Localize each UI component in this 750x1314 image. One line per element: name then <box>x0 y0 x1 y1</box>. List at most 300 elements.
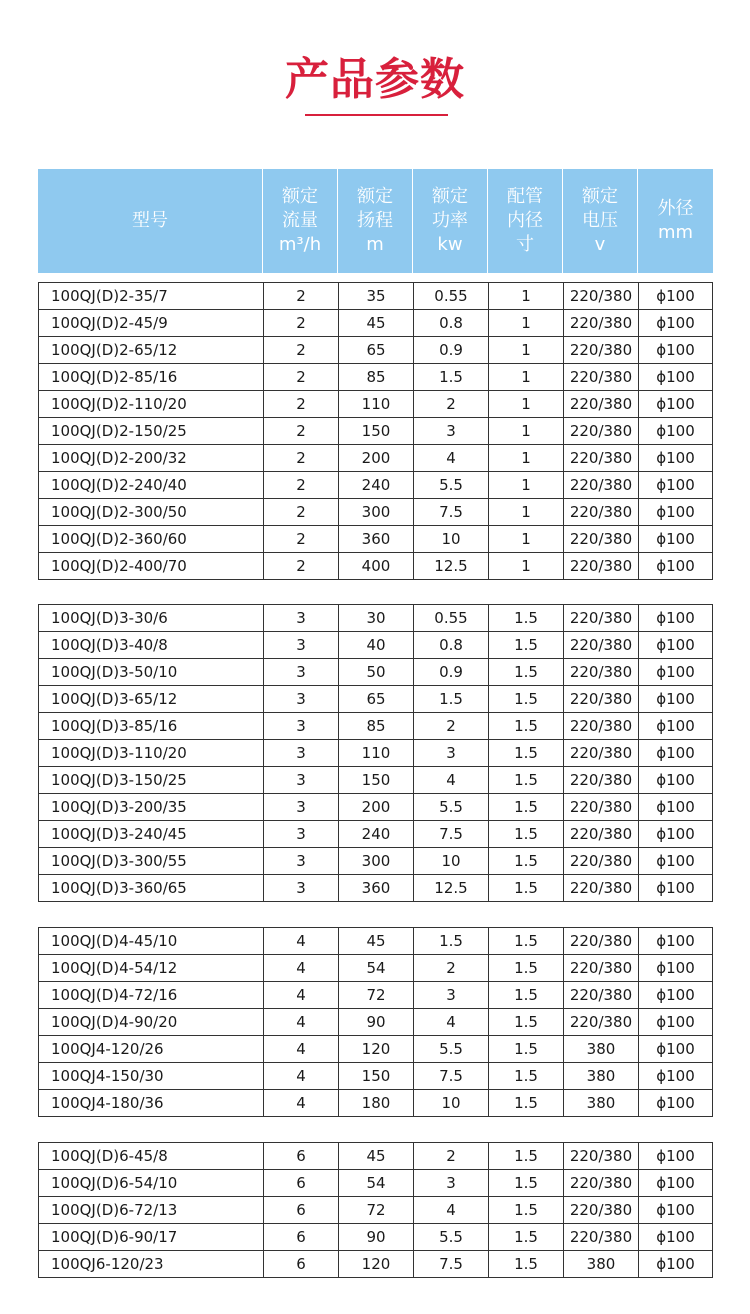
table-cell: 220/380 <box>563 283 638 309</box>
table-cell: 1.5 <box>488 821 563 847</box>
table-cell: 120 <box>338 1036 413 1062</box>
header-cell <box>487 169 562 273</box>
table-cell: 100QJ6-120/23 <box>51 1255 164 1273</box>
table-cell: ϕ100 <box>638 821 712 847</box>
table-cell: ϕ100 <box>638 472 712 498</box>
table-cell: 1 <box>488 337 563 363</box>
table-row <box>39 766 712 793</box>
table-cell: 2 <box>263 391 338 417</box>
table-cell: 220/380 <box>563 1009 638 1035</box>
table-cell: 100QJ(D)2-360/60 <box>51 530 187 548</box>
table-cell: ϕ100 <box>638 445 712 471</box>
table-cell: 0.8 <box>413 310 488 336</box>
table-cell: 100QJ(D)3-110/20 <box>51 744 187 762</box>
table-group-2 <box>38 282 713 580</box>
header-cell <box>262 169 337 273</box>
table-cell: 360 <box>338 875 413 901</box>
table-cell: 100QJ(D)6-90/17 <box>51 1228 178 1246</box>
table-cell: 65 <box>338 686 413 712</box>
table-group-4 <box>38 927 713 1117</box>
table-cell: 1 <box>488 418 563 444</box>
table-cell: 30 <box>338 605 413 631</box>
table-cell: ϕ100 <box>638 659 712 685</box>
table-cell: 3 <box>263 794 338 820</box>
table-cell: 300 <box>338 499 413 525</box>
table-row <box>39 658 712 685</box>
table-cell: 2 <box>413 955 488 981</box>
table-cell: 4 <box>263 1090 338 1116</box>
table-cell: 220/380 <box>563 659 638 685</box>
table-cell: 1.5 <box>488 794 563 820</box>
table-cell: 100QJ(D)3-360/65 <box>51 879 187 897</box>
header-line: m <box>366 234 384 255</box>
table-cell: 1.5 <box>488 928 563 954</box>
table-cell: ϕ100 <box>638 1143 712 1169</box>
table-cell: 220/380 <box>563 955 638 981</box>
header-line: 内径 <box>507 210 543 231</box>
table-cell: 220/380 <box>563 605 638 631</box>
table-cell: 1.5 <box>488 848 563 874</box>
table-cell: 2 <box>413 1143 488 1169</box>
table-cell: 1.5 <box>488 955 563 981</box>
header-cell <box>337 169 412 273</box>
table-cell: 3 <box>263 767 338 793</box>
table-cell: 1.5 <box>488 1170 563 1196</box>
table-cell: 1.5 <box>488 1009 563 1035</box>
table-cell: 220/380 <box>563 1197 638 1223</box>
table-cell: 220/380 <box>563 686 638 712</box>
table-cell: 3 <box>263 632 338 658</box>
table-cell: 300 <box>338 848 413 874</box>
table-row <box>39 390 712 417</box>
table-row <box>39 605 712 631</box>
table-cell: 1 <box>488 472 563 498</box>
table-cell: ϕ100 <box>638 1090 712 1116</box>
table-row <box>39 444 712 471</box>
table-cell: 180 <box>338 1090 413 1116</box>
table-cell: 35 <box>338 283 413 309</box>
header-line: 额定 <box>432 186 468 207</box>
table-cell: ϕ100 <box>638 875 712 901</box>
table-cell: ϕ100 <box>638 1036 712 1062</box>
table-row <box>39 1250 712 1277</box>
table-cell: 65 <box>338 337 413 363</box>
table-cell: 220/380 <box>563 472 638 498</box>
table-cell: ϕ100 <box>638 526 712 552</box>
table-cell: 6 <box>263 1251 338 1277</box>
table-cell: 1 <box>488 526 563 552</box>
table-cell: 100QJ(D)6-72/13 <box>51 1201 178 1219</box>
table-cell: 3 <box>263 659 338 685</box>
table-cell: ϕ100 <box>638 955 712 981</box>
header-cell <box>412 169 487 273</box>
table-cell: 1.5 <box>413 928 488 954</box>
header-line: 电压 <box>582 210 618 231</box>
table-cell: 6 <box>263 1197 338 1223</box>
table-cell: 3 <box>263 875 338 901</box>
table-cell: 240 <box>338 821 413 847</box>
table-cell: 100QJ(D)2-110/20 <box>51 395 187 413</box>
table-cell: 3 <box>263 740 338 766</box>
table-cell: 1.5 <box>488 605 563 631</box>
table-row <box>39 739 712 766</box>
table-cell: 100QJ(D)6-54/10 <box>51 1174 178 1192</box>
table-cell: 2 <box>263 283 338 309</box>
header-line: 外径 <box>657 198 694 219</box>
table-row <box>39 820 712 847</box>
table-cell: 2 <box>413 713 488 739</box>
table-cell: 220/380 <box>563 740 638 766</box>
header-line: 功率 <box>432 210 468 231</box>
table-cell: 220/380 <box>563 499 638 525</box>
table-cell: 220/380 <box>563 632 638 658</box>
table-cell: 220/380 <box>563 364 638 390</box>
header-line: 额定 <box>582 186 618 207</box>
table-row <box>39 1143 712 1169</box>
header-cell <box>38 169 262 273</box>
table-cell: 5.5 <box>413 1036 488 1062</box>
table-cell: 100QJ(D)2-200/32 <box>51 449 187 467</box>
table-cell: 2 <box>413 391 488 417</box>
table-cell: 100QJ(D)2-240/40 <box>51 476 187 494</box>
table-cell: 1.5 <box>413 364 488 390</box>
table-row <box>39 1196 712 1223</box>
header-line: v <box>594 234 606 255</box>
table-cell: 100QJ(D)4-45/10 <box>51 932 178 950</box>
table-cell: 100QJ(D)4-54/12 <box>51 959 178 977</box>
table-cell: 100QJ4-180/36 <box>51 1094 164 1112</box>
table-cell: 220/380 <box>563 875 638 901</box>
table-cell: 100QJ(D)3-150/25 <box>51 771 187 789</box>
header-cell <box>637 169 713 273</box>
table-cell: 3 <box>263 686 338 712</box>
table-cell: 12.5 <box>413 875 488 901</box>
table-group-3 <box>38 604 713 902</box>
table-row <box>39 498 712 525</box>
table-cell: 1.5 <box>488 686 563 712</box>
table-cell: 7.5 <box>413 821 488 847</box>
table-cell: 100QJ(D)3-300/55 <box>51 852 187 870</box>
header-line: 寸 <box>516 234 534 255</box>
table-cell: 1 <box>488 364 563 390</box>
header-line: kw <box>437 234 463 255</box>
table-cell: 1.5 <box>488 1063 563 1089</box>
table-cell: 0.9 <box>413 337 488 363</box>
table-cell: 4 <box>263 982 338 1008</box>
table-row <box>39 1223 712 1250</box>
table-cell: 100QJ4-120/26 <box>51 1040 164 1058</box>
table-cell: ϕ100 <box>638 686 712 712</box>
table-cell: 100QJ(D)2-45/9 <box>51 314 168 332</box>
table-cell: ϕ100 <box>638 337 712 363</box>
table-cell: 54 <box>338 955 413 981</box>
table-cell: 3 <box>413 740 488 766</box>
table-cell: 150 <box>338 418 413 444</box>
table-cell: 380 <box>563 1251 638 1277</box>
table-row <box>39 685 712 712</box>
table-cell: 100QJ(D)6-45/8 <box>51 1147 168 1165</box>
table-cell: 2 <box>263 499 338 525</box>
table-cell: 10 <box>413 526 488 552</box>
header-line: 额定 <box>357 186 393 207</box>
table-cell: ϕ100 <box>638 1009 712 1035</box>
table-cell: 220/380 <box>563 553 638 579</box>
table-row <box>39 928 712 954</box>
table-cell: 3 <box>263 713 338 739</box>
table-cell: 100QJ(D)3-30/6 <box>51 609 168 627</box>
table-cell: 2 <box>263 337 338 363</box>
table-cell: 1.5 <box>488 982 563 1008</box>
table-cell: ϕ100 <box>638 848 712 874</box>
table-row <box>39 336 712 363</box>
table-cell: 40 <box>338 632 413 658</box>
table-cell: ϕ100 <box>638 1224 712 1250</box>
table-cell: 0.8 <box>413 632 488 658</box>
table-cell: 1.5 <box>413 686 488 712</box>
table-cell: 120 <box>338 1251 413 1277</box>
table-cell: 6 <box>263 1143 338 1169</box>
table-cell: 100QJ(D)3-200/35 <box>51 798 187 816</box>
table-cell: 7.5 <box>413 499 488 525</box>
table-cell: 220/380 <box>563 337 638 363</box>
table-cell: 220/380 <box>563 310 638 336</box>
table-cell: 220/380 <box>563 982 638 1008</box>
title-underline <box>305 114 448 116</box>
table-cell: 1.5 <box>488 659 563 685</box>
table-row <box>39 631 712 658</box>
table-cell: 220/380 <box>563 1143 638 1169</box>
table-cell: 1 <box>488 283 563 309</box>
table-row <box>39 1035 712 1062</box>
table-cell: ϕ100 <box>638 928 712 954</box>
table-row <box>39 954 712 981</box>
table-cell: ϕ100 <box>638 1197 712 1223</box>
table-row <box>39 525 712 552</box>
table-cell: 6 <box>263 1170 338 1196</box>
table-cell: 110 <box>338 391 413 417</box>
table-cell: 100QJ(D)3-85/16 <box>51 717 178 735</box>
table-cell: 10 <box>413 848 488 874</box>
table-cell: ϕ100 <box>638 1251 712 1277</box>
table-cell: 3 <box>263 848 338 874</box>
table-cell: 100QJ(D)4-72/16 <box>51 986 178 1004</box>
table-cell: 2 <box>263 472 338 498</box>
table-cell: 220/380 <box>563 1170 638 1196</box>
table-cell: 360 <box>338 526 413 552</box>
table-cell: 0.55 <box>413 283 488 309</box>
table-cell: 72 <box>338 1197 413 1223</box>
table-cell: 380 <box>563 1063 638 1089</box>
table-cell: 1 <box>488 310 563 336</box>
table-cell: 150 <box>338 1063 413 1089</box>
table-cell: 50 <box>338 659 413 685</box>
table-cell: ϕ100 <box>638 1063 712 1089</box>
table-cell: 220/380 <box>563 848 638 874</box>
table-cell: 1.5 <box>488 1090 563 1116</box>
table-cell: 100QJ(D)2-300/50 <box>51 503 187 521</box>
table-cell: 220/380 <box>563 526 638 552</box>
table-cell: 4 <box>263 928 338 954</box>
header-unit: m³/h <box>278 234 322 255</box>
table-cell: ϕ100 <box>638 499 712 525</box>
table-cell: 2 <box>263 310 338 336</box>
table-cell: 1.5 <box>488 740 563 766</box>
table-row <box>39 552 712 579</box>
table-cell: 1 <box>488 499 563 525</box>
table-cell: 5.5 <box>413 472 488 498</box>
table-cell: 100QJ(D)2-35/7 <box>51 287 168 305</box>
header-line: 扬程 <box>357 210 393 231</box>
table-row <box>39 363 712 390</box>
table-cell: ϕ100 <box>638 713 712 739</box>
table-cell: 400 <box>338 553 413 579</box>
table-cell: 100QJ(D)3-65/12 <box>51 690 178 708</box>
table-cell: 45 <box>338 310 413 336</box>
table-cell: ϕ100 <box>638 418 712 444</box>
table-cell: 110 <box>338 740 413 766</box>
table-cell: 380 <box>563 1036 638 1062</box>
table-cell: 1.5 <box>488 1197 563 1223</box>
table-cell: 200 <box>338 794 413 820</box>
table-cell: 380 <box>563 1090 638 1116</box>
table-header <box>38 169 713 273</box>
table-cell: 240 <box>338 472 413 498</box>
table-cell: 4 <box>263 1063 338 1089</box>
table-cell: 72 <box>338 982 413 1008</box>
table-group-6 <box>38 1142 713 1278</box>
table-cell: 54 <box>338 1170 413 1196</box>
table-cell: ϕ100 <box>638 283 712 309</box>
table-cell: 100QJ(D)2-85/16 <box>51 368 178 386</box>
table-row <box>39 309 712 336</box>
table-cell: 4 <box>413 1197 488 1223</box>
table-cell: 1.5 <box>488 1143 563 1169</box>
table-cell: 10 <box>413 1090 488 1116</box>
table-row <box>39 1089 712 1116</box>
table-cell: 5.5 <box>413 1224 488 1250</box>
page-title: 产品参数 <box>285 54 465 105</box>
table-cell: 1.5 <box>488 767 563 793</box>
table-cell: 7.5 <box>413 1063 488 1089</box>
table-cell: ϕ100 <box>638 1170 712 1196</box>
table-cell: 4 <box>263 1009 338 1035</box>
table-cell: 100QJ(D)2-150/25 <box>51 422 187 440</box>
table-cell: 3 <box>413 982 488 1008</box>
table-row <box>39 712 712 739</box>
table-cell: 85 <box>338 364 413 390</box>
table-cell: 2 <box>263 418 338 444</box>
table-cell: 3 <box>263 605 338 631</box>
table-cell: ϕ100 <box>638 391 712 417</box>
table-cell: ϕ100 <box>638 310 712 336</box>
table-cell: 4 <box>413 445 488 471</box>
table-cell: 100QJ(D)4-90/20 <box>51 1013 178 1031</box>
table-row <box>39 1062 712 1089</box>
table-cell: 4 <box>263 1036 338 1062</box>
table-cell: 100QJ(D)3-50/10 <box>51 663 178 681</box>
table-cell: 1.5 <box>488 875 563 901</box>
table-cell: 1.5 <box>488 713 563 739</box>
table-cell: 220/380 <box>563 928 638 954</box>
table-cell: 3 <box>413 1170 488 1196</box>
header-cell <box>562 169 637 273</box>
table-cell: 2 <box>263 553 338 579</box>
table-cell: 6 <box>263 1224 338 1250</box>
table-cell: 2 <box>263 364 338 390</box>
table-cell: ϕ100 <box>638 632 712 658</box>
table-cell: 220/380 <box>563 713 638 739</box>
table-cell: ϕ100 <box>638 767 712 793</box>
table-cell: 0.55 <box>413 605 488 631</box>
table-cell: 4 <box>413 1009 488 1035</box>
table-cell: 220/380 <box>563 418 638 444</box>
table-row <box>39 1008 712 1035</box>
table-cell: 1.5 <box>488 632 563 658</box>
table-cell: 45 <box>338 928 413 954</box>
table-cell: 1.5 <box>488 1251 563 1277</box>
table-cell: ϕ100 <box>638 794 712 820</box>
header-line: 流量 <box>282 210 318 231</box>
table-cell: 220/380 <box>563 1224 638 1250</box>
table-cell: 90 <box>338 1224 413 1250</box>
table-cell: 100QJ(D)2-400/70 <box>51 557 187 575</box>
table-row <box>39 874 712 901</box>
table-cell: ϕ100 <box>638 553 712 579</box>
table-cell: 5.5 <box>413 794 488 820</box>
table-cell: 100QJ(D)3-40/8 <box>51 636 168 654</box>
header-line: 配管 <box>507 186 543 207</box>
table-cell: 1.5 <box>488 1224 563 1250</box>
table-cell: 100QJ(D)3-240/45 <box>51 825 187 843</box>
table-cell: 220/380 <box>563 391 638 417</box>
table-cell: 3 <box>413 418 488 444</box>
table-cell: 200 <box>338 445 413 471</box>
table-cell: 220/380 <box>563 794 638 820</box>
table-cell: 1 <box>488 391 563 417</box>
table-cell: ϕ100 <box>638 982 712 1008</box>
table-cell: 220/380 <box>563 767 638 793</box>
table-cell: 1 <box>488 553 563 579</box>
table-row <box>39 981 712 1008</box>
table-cell: 7.5 <box>413 1251 488 1277</box>
table-cell: 220/380 <box>563 821 638 847</box>
table-cell: 150 <box>338 767 413 793</box>
table-cell: 4 <box>263 955 338 981</box>
table-row <box>39 847 712 874</box>
table-cell: 1 <box>488 445 563 471</box>
table-cell: 2 <box>263 445 338 471</box>
table-cell: 1.5 <box>488 1036 563 1062</box>
table-cell: 4 <box>413 767 488 793</box>
table-row <box>39 793 712 820</box>
table-cell: 2 <box>263 526 338 552</box>
table-cell: ϕ100 <box>638 740 712 766</box>
table-row <box>39 471 712 498</box>
table-cell: 90 <box>338 1009 413 1035</box>
table-cell: 100QJ4-150/30 <box>51 1067 164 1085</box>
table-cell: 3 <box>263 821 338 847</box>
table-cell: 0.9 <box>413 659 488 685</box>
header-line: mm <box>657 222 694 243</box>
table-cell: 45 <box>338 1143 413 1169</box>
header-line: 型号 <box>132 210 168 231</box>
table-cell: 100QJ(D)2-65/12 <box>51 341 178 359</box>
table-row <box>39 283 712 309</box>
table-row <box>39 1169 712 1196</box>
table-row <box>39 417 712 444</box>
header-line: 额定 <box>282 186 318 207</box>
table-cell: ϕ100 <box>638 605 712 631</box>
